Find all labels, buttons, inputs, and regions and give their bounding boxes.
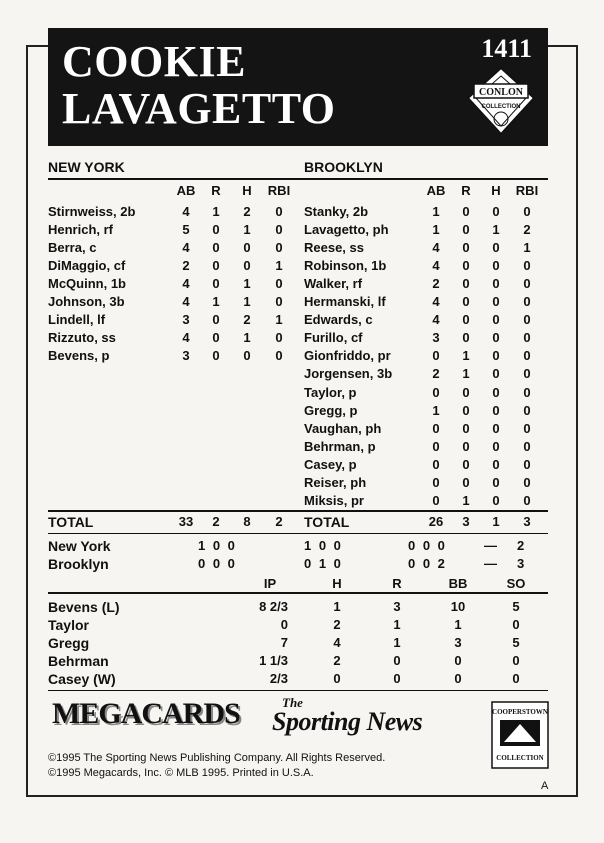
home-player-ab: 1 (432, 204, 440, 219)
home-player-h: 0 (492, 438, 500, 454)
pitcher-r: 1 (393, 635, 401, 650)
pitcher-bb: 0 (454, 671, 462, 686)
home-player-rbi: 0 (523, 258, 531, 274)
home-player-ab: 1 (432, 402, 440, 418)
home-player-h: 0 (492, 276, 500, 292)
home-player-ab: 4 (432, 240, 440, 256)
home-player-r: 0 (462, 384, 470, 400)
corner-letter: A (541, 780, 549, 792)
home-player-h: 0 (492, 456, 500, 472)
copyright-line-1: ©1995 The Sporting News Publishing Company. All Rights Reserved. (48, 752, 386, 764)
cooperstown-logo-icon (488, 700, 552, 770)
away-total-h: 8 (243, 514, 251, 529)
pitcher-r: 0 (393, 671, 401, 686)
home-header-rbi: RBI (515, 183, 539, 198)
home-player-h: 0 (492, 294, 500, 310)
home-player-h: 0 (492, 474, 500, 490)
away-player-rbi: 0 (275, 276, 283, 292)
home-player-r: 0 (462, 222, 470, 238)
home-player-r: 0 (462, 330, 470, 346)
home-total-label: TOTAL (304, 514, 350, 530)
player-name (62, 38, 336, 132)
away-player-ab: 4 (182, 330, 190, 346)
pitcher-h: 0 (333, 671, 341, 686)
header-banner (48, 28, 548, 146)
home-player-name: Stanky, 2b (304, 204, 369, 219)
pitcher-ip: 8 2/3 (259, 599, 288, 614)
pitcher-name: Bevens (L) (48, 599, 120, 615)
home-player-ab: 0 (432, 348, 440, 364)
home-player-r: 1 (462, 366, 470, 382)
home-player-name: Gionfriddo, pr (304, 348, 391, 364)
away-total-label: TOTAL (48, 514, 94, 530)
cooperstown-collection-logo (488, 700, 552, 770)
away-team-name: NEW YORK (48, 159, 125, 175)
home-player-h: 1 (492, 222, 500, 238)
home-player-rbi: 0 (523, 276, 531, 292)
away-player-name: Henrich, rf (48, 222, 114, 238)
away-header-r: R (211, 183, 221, 198)
away-player-h: 1 (243, 222, 251, 238)
pitching-header-rule (48, 592, 548, 594)
pitcher-bb: 1 (454, 617, 462, 632)
linescore-innings-4-6: 1 0 0 (304, 538, 341, 553)
away-player-h: 1 (243, 294, 251, 310)
pitcher-so: 5 (512, 635, 520, 650)
away-player-name: Johnson, 3b (48, 294, 125, 310)
home-player-name: Taylor, p (304, 384, 357, 400)
away-player-h: 0 (243, 348, 251, 364)
home-player-name: Casey, p (304, 456, 357, 472)
home-header-h: H (491, 183, 501, 198)
home-total-r: 3 (462, 514, 470, 529)
home-player-h: 0 (492, 258, 500, 274)
pitching-header-r: R (392, 576, 402, 591)
home-player-name: Reiser, ph (304, 474, 367, 490)
away-player-r: 1 (212, 204, 220, 219)
home-player-r: 0 (462, 420, 470, 436)
away-player-name: Lindell, lf (48, 312, 106, 328)
home-player-r: 0 (462, 456, 470, 472)
away-player-rbi: 0 (275, 330, 283, 346)
pitcher-so: 0 (512, 617, 520, 632)
copyright-line-2: ©1995 Megacards, Inc. © MLB 1995. Printed in U.S.A. (48, 767, 314, 779)
home-player-r: 0 (462, 312, 470, 328)
away-player-h: 1 (243, 330, 251, 346)
megacards-logo: MEGACARDS (52, 697, 240, 730)
footer-rule (48, 690, 548, 691)
linescore-innings-7-9: 0 0 2 (408, 556, 445, 571)
home-player-r: 0 (462, 438, 470, 454)
away-player-rbi: 0 (275, 204, 283, 219)
home-player-h: 0 (492, 492, 500, 508)
team-header-rule (48, 178, 548, 180)
pitcher-so: 5 (512, 599, 520, 614)
home-player-ab: 2 (432, 366, 440, 382)
away-player-ab: 5 (182, 222, 190, 238)
home-player-ab: 1 (432, 222, 440, 238)
home-total-h: 1 (492, 514, 500, 529)
pitching-header-so: SO (506, 576, 526, 591)
linescore-rule (48, 533, 548, 534)
home-player-name: Gregg, p (304, 402, 358, 418)
away-player-name: Berra, c (48, 240, 97, 256)
away-player-h: 0 (243, 258, 251, 274)
home-player-r: 0 (462, 294, 470, 310)
home-total-rbi: 3 (523, 514, 531, 529)
home-team-name: BROOKLYN (304, 159, 383, 175)
home-player-ab: 2 (432, 276, 440, 292)
home-player-r: 0 (462, 474, 470, 490)
home-player-h: 0 (492, 240, 500, 256)
pitcher-r: 0 (393, 653, 401, 668)
home-player-h: 0 (492, 366, 500, 382)
away-player-r: 0 (212, 240, 220, 256)
away-player-r: 1 (212, 294, 220, 310)
coop-top-text: COOPERSTOWN (492, 708, 548, 716)
home-player-name: Hermanski, lf (304, 294, 386, 310)
home-player-rbi: 0 (523, 456, 531, 472)
home-player-name: Walker, rf (304, 276, 363, 292)
away-player-rbi: 1 (275, 312, 283, 328)
linescore-innings-4-6: 0 1 0 (304, 556, 341, 571)
home-player-r: 1 (462, 348, 470, 364)
away-player-name: McQuinn, 1b (48, 276, 126, 292)
card-number: 1411 (481, 34, 532, 63)
away-player-h: 0 (243, 240, 251, 256)
pitcher-h: 1 (333, 599, 341, 614)
pitcher-bb: 0 (454, 653, 462, 668)
totals-rule (48, 510, 548, 512)
away-total-ab: 33 (178, 514, 194, 529)
home-player-r: 0 (462, 276, 470, 292)
home-player-name: Lavagetto, ph (304, 222, 389, 238)
home-player-name: Jorgensen, 3b (304, 366, 393, 382)
away-player-ab: 4 (182, 276, 190, 292)
home-player-rbi: 1 (523, 240, 531, 256)
home-header-r: R (461, 183, 471, 198)
pitching-header-h: H (332, 576, 342, 591)
away-player-r: 0 (212, 312, 220, 328)
linescore-team: Brooklyn (48, 556, 109, 572)
pitcher-h: 2 (333, 617, 341, 632)
pitcher-ip: 7 (280, 635, 288, 650)
home-player-ab: 0 (432, 474, 440, 490)
home-player-rbi: 0 (523, 492, 531, 508)
pitcher-ip: 1 1/3 (259, 653, 288, 668)
away-player-name: Bevens, p (48, 348, 110, 364)
away-player-ab: 3 (182, 312, 190, 328)
conlon-collection-logo (464, 64, 538, 138)
home-player-ab: 4 (432, 312, 440, 328)
linescore-team: New York (48, 538, 111, 554)
home-player-name: Behrman, p (304, 438, 376, 454)
away-player-rbi: 1 (275, 258, 283, 274)
home-player-h: 0 (492, 204, 500, 219)
home-player-rbi: 0 (523, 384, 531, 400)
home-player-rbi: 0 (523, 204, 531, 219)
away-player-name: DiMaggio, cf (48, 258, 126, 274)
home-player-r: 0 (462, 204, 470, 219)
home-player-rbi: 0 (523, 474, 531, 490)
linescore-innings-1-3: 1 0 0 (198, 538, 235, 553)
pitcher-r: 3 (393, 599, 401, 614)
sporting-news-name: Sporting News (272, 707, 423, 736)
pitcher-name: Behrman (48, 653, 109, 669)
pitcher-name: Taylor (48, 617, 89, 633)
home-player-rbi: 0 (523, 312, 531, 328)
away-player-r: 0 (212, 276, 220, 292)
pitcher-bb: 10 (450, 599, 466, 614)
pitching-header-bb: BB (448, 576, 468, 591)
linescore-dash: — (484, 538, 497, 553)
sporting-news-logo (272, 696, 422, 735)
home-player-ab: 0 (432, 384, 440, 400)
away-player-r: 0 (212, 258, 220, 274)
home-player-h: 0 (492, 330, 500, 346)
logo-sub-text: COLLECTION (481, 104, 521, 110)
home-total-ab: 26 (428, 514, 444, 529)
pitcher-name: Casey (W) (48, 671, 116, 687)
pitcher-name: Gregg (48, 635, 90, 651)
home-player-rbi: 0 (523, 294, 531, 310)
pitcher-so: 0 (512, 653, 520, 668)
home-player-h: 0 (492, 402, 500, 418)
home-player-name: Miksis, pr (304, 492, 364, 508)
coop-bottom-text: COLLECTION (496, 754, 544, 762)
pitcher-ip: 2/3 (269, 671, 288, 686)
home-player-rbi: 0 (523, 420, 531, 436)
conlon-logo-icon (464, 64, 538, 138)
away-player-h: 2 (243, 312, 251, 328)
home-player-ab: 4 (432, 294, 440, 310)
home-player-rbi: 0 (523, 330, 531, 346)
sporting-news-the: The (282, 695, 303, 710)
home-player-r: 0 (462, 402, 470, 418)
away-player-name: Rizzuto, ss (48, 330, 116, 346)
linescore-innings-1-3: 0 0 0 (198, 556, 235, 571)
home-player-h: 0 (492, 312, 500, 328)
linescore-innings-7-9: 0 0 0 (408, 538, 445, 553)
away-total-rbi: 2 (275, 514, 283, 529)
away-player-ab: 4 (182, 294, 190, 310)
away-player-h: 2 (243, 204, 251, 219)
home-player-ab: 3 (432, 330, 440, 346)
home-header-ab: AB (426, 183, 446, 198)
home-player-ab: 0 (432, 420, 440, 436)
home-player-r: 0 (462, 258, 470, 274)
home-player-ab: 0 (432, 438, 440, 454)
home-player-name: Furillo, cf (304, 330, 363, 346)
pitcher-so: 0 (512, 671, 520, 686)
home-player-name: Reese, ss (304, 240, 364, 256)
pitching-header-ip: IP (263, 576, 277, 591)
home-player-ab: 4 (432, 258, 440, 274)
home-player-h: 0 (492, 420, 500, 436)
home-player-r: 1 (462, 492, 470, 508)
away-player-rbi: 0 (275, 294, 283, 310)
pitcher-h: 4 (333, 635, 341, 650)
home-player-name: Edwards, c (304, 312, 373, 328)
player-first-name: COOKIE (62, 37, 246, 86)
away-header-h: H (242, 183, 252, 198)
home-player-rbi: 2 (523, 222, 531, 238)
pitcher-h: 2 (333, 653, 341, 668)
away-player-rbi: 0 (275, 240, 283, 256)
pitcher-r: 1 (393, 617, 401, 632)
linescore-dash: — (484, 556, 497, 571)
linescore-runs: 3 (517, 556, 525, 571)
away-player-ab: 4 (182, 204, 190, 219)
pitcher-ip: 0 (280, 617, 288, 632)
home-player-ab: 0 (432, 456, 440, 472)
logo-top-text: CONLON (479, 87, 523, 98)
away-player-r: 0 (212, 348, 220, 364)
home-player-rbi: 0 (523, 402, 531, 418)
home-player-rbi: 0 (523, 348, 531, 364)
home-player-h: 0 (492, 384, 500, 400)
away-total-r: 2 (212, 514, 220, 529)
away-header-ab: AB (176, 183, 196, 198)
away-player-r: 0 (212, 330, 220, 346)
away-player-rbi: 0 (275, 348, 283, 364)
home-player-r: 0 (462, 240, 470, 256)
away-player-ab: 4 (182, 240, 190, 256)
home-player-rbi: 0 (523, 438, 531, 454)
home-player-name: Vaughan, ph (304, 420, 382, 436)
home-player-h: 0 (492, 348, 500, 364)
away-header-rbi: RBI (267, 183, 291, 198)
away-player-h: 1 (243, 276, 251, 292)
away-player-r: 0 (212, 222, 220, 238)
away-player-ab: 2 (182, 258, 190, 274)
home-player-ab: 0 (432, 492, 440, 508)
linescore-runs: 2 (517, 538, 525, 553)
player-last-name: LAVAGETTO (62, 84, 336, 133)
home-player-rbi: 0 (523, 366, 531, 382)
away-player-name: Stirnweiss, 2b (48, 204, 136, 219)
away-player-ab: 3 (182, 348, 190, 364)
away-player-rbi: 0 (275, 222, 283, 238)
pitcher-bb: 3 (454, 635, 462, 650)
home-player-name: Robinson, 1b (304, 258, 387, 274)
